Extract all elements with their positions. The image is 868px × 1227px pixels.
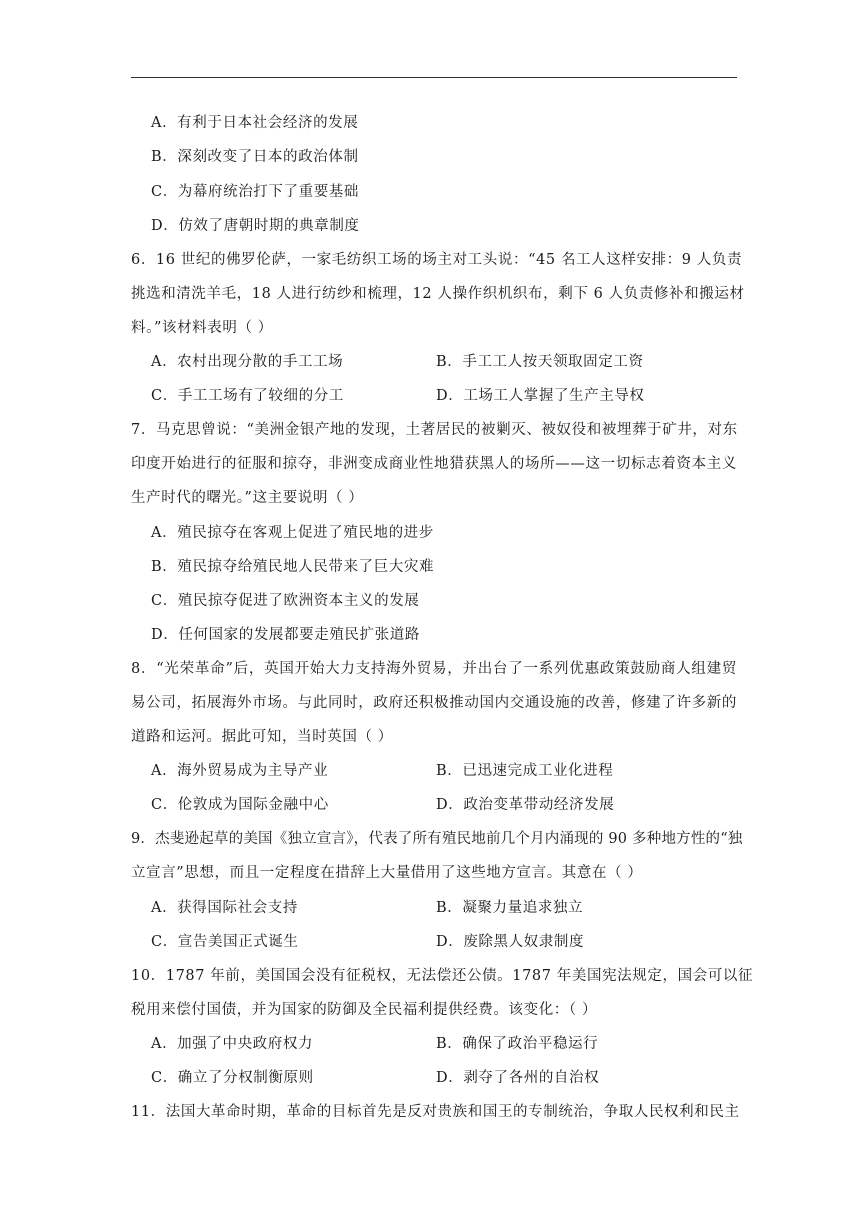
q6-option-a: A．农村出现分散的手工工场 (151, 354, 344, 370)
header-rule (131, 77, 737, 78)
q7-option-c: C．殖民掠夺促进了欧洲资本主义的发展 (151, 593, 420, 609)
q5-option-a: A．有利于日本社会经济的发展 (151, 115, 359, 131)
q9-option-d: D．废除黑人奴隶制度 (436, 934, 585, 950)
q8-option-c: C．伦敦成为国际金融中心 (151, 797, 329, 813)
q7-stem-line-1: 7．马克思曾说：“美洲金银产地的发现，土著居民的被剿灭、被奴役和被埋葬于矿井，对东 (131, 422, 738, 438)
q8-option-d: D．政治变革带动经济发展 (436, 797, 615, 813)
q8-option-b: B．已迅速完成工业化进程 (436, 763, 614, 779)
q8-stem-line-2: 易公司，拓展海外市场。与此同时，政府还积极推动国内交通设施的改善，修建了许多新的 (131, 695, 737, 711)
q9-option-a: A．获得国际社会支持 (151, 900, 298, 916)
q6-stem-line-1: 6．16 世纪的佛罗伦萨，一家毛纺织工场的场主对工头说：“45 名工人这样安排：9 人负责 (131, 252, 743, 268)
q9-stem-line-1: 9．杰斐逊起草的美国《独立宣言》，代表了所有殖民地前几个月内涌现的 90 多种地方性的“独 (131, 831, 743, 847)
q6-option-b: B．手工工人按天领取固定工资 (436, 354, 644, 370)
q10-option-b: B．确保了政治平稳运行 (436, 1036, 599, 1052)
q10-stem-line-2: 税用来偿付国债，并为国家的防御及全民福利提供经费。该变化：（ ） (131, 1002, 598, 1018)
q5-option-b: B．深刻改变了日本的政治体制 (151, 149, 359, 165)
q7-option-b: B．殖民掠夺给殖民地人民带来了巨大灾难 (151, 559, 435, 575)
q8-option-a: A．海外贸易成为主导产业 (151, 763, 329, 779)
q11-stem-line-1: 11．法国大革命时期，革命的目标首先是反对贵族和国王的专制统治，争取人民权利和民主 (131, 1104, 740, 1120)
q7-option-d: D．任何国家的发展都要走殖民扩张道路 (151, 627, 420, 643)
q8-stem-line-1: 8．“光荣革命”后，英国开始大力支持海外贸易，并出台了一系列优惠政策鼓励商人组建贸 (131, 661, 737, 677)
q9-option-c: C．宣告美国正式诞生 (151, 934, 299, 950)
q8-stem-line-3: 道路和运河。据此可知，当时英国（ ） (131, 729, 393, 745)
q7-stem-line-3: 生产时代的曙光。”这主要说明（ ） (131, 490, 364, 506)
q5-option-c: C．为幕府统治打下了重要基础 (151, 184, 359, 200)
q10-option-a: A．加强了中央政府权力 (151, 1036, 314, 1052)
q6-stem-line-3: 料。”该材料表明（ ） (131, 320, 273, 336)
q5-option-d: D．仿效了唐朝时期的典章制度 (151, 218, 360, 234)
q7-option-a: A．殖民掠夺在客观上促进了殖民地的进步 (151, 525, 434, 541)
q7-stem-line-2: 印度开始进行的征服和掠夺，非洲变成商业性地猎获黑人的场所——这一切标志着资本主义 (131, 456, 737, 472)
q6-option-d: D．工场工人掌握了生产主导权 (436, 388, 645, 404)
q6-stem-line-2: 挑选和清洗羊毛，18 人进行纺纱和梳理，12 人操作织机织布，剩下 6 人负责修补和搬运材 (131, 286, 745, 302)
q9-stem-line-2: 立宣言”思想，而且一定程度在措辞上大量借用了这些地方宣言。其意在（ ） (131, 865, 643, 881)
q9-option-b: B．凝聚力量追求独立 (436, 900, 584, 916)
q10-option-d: D．剥夺了各州的自治权 (436, 1070, 600, 1086)
q10-option-c: C．确立了分权制衡原则 (151, 1070, 314, 1086)
q10-stem-line-1: 10．1787 年前，美国国会没有征税权，无法偿还公债。1787 年美国宪法规定，国会可以征 (131, 968, 754, 984)
q6-option-c: C．手工工场有了较细的分工 (151, 388, 344, 404)
